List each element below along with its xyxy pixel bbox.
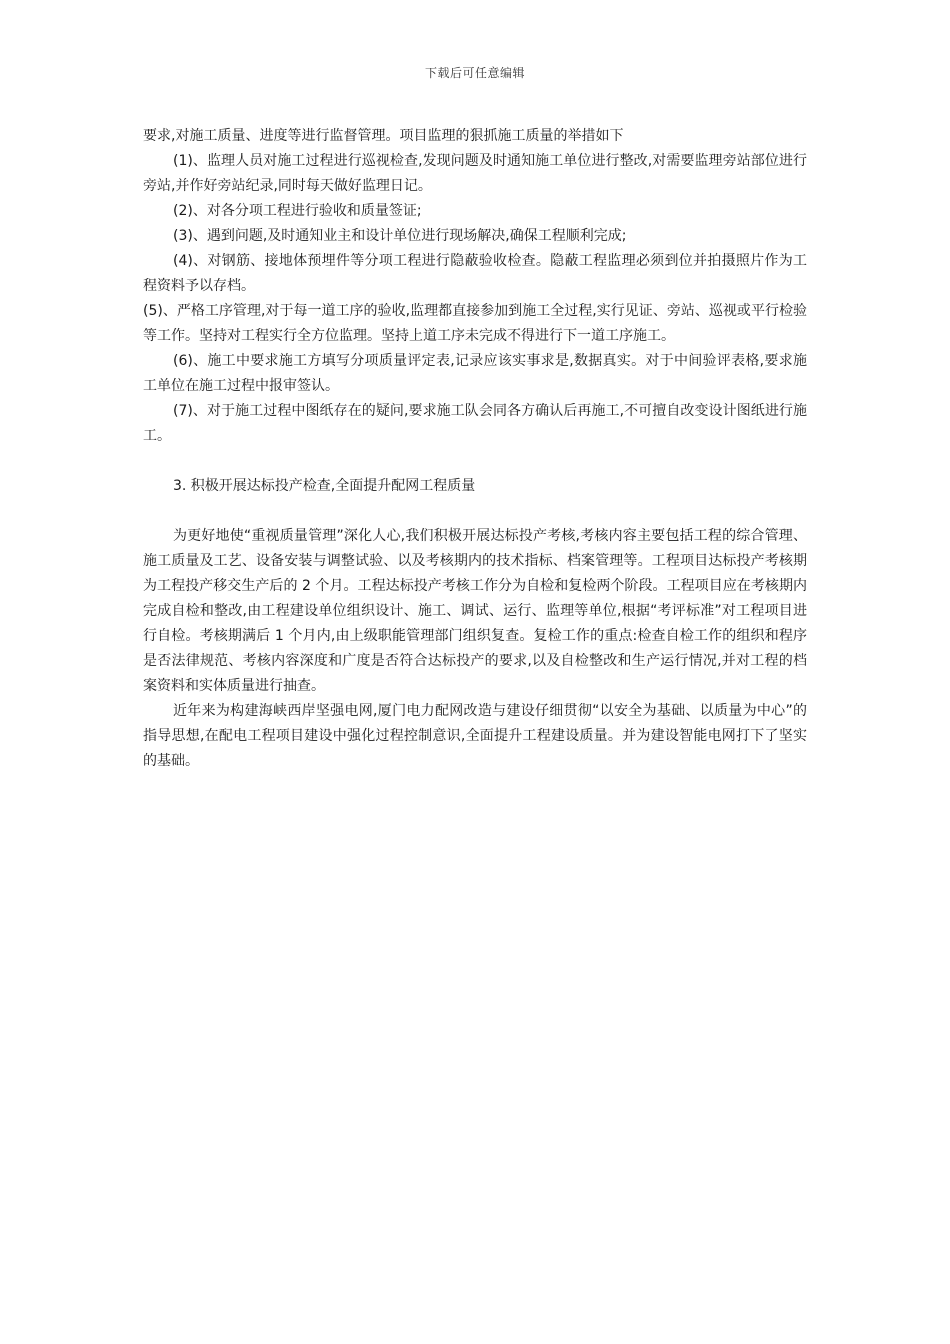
section-heading: 3. 积极开展达标投产检查,全面提升配网工程质量 bbox=[173, 478, 476, 494]
list-item: (2)、对各分项工程进行验收和质量签证; bbox=[173, 203, 422, 219]
list-item: (6)、施工中要求施工方填写分项质量评定表,记录应该实事求是,数据真实。对于中间验评表格,要求施工单位在施工过程中报审签认。 bbox=[143, 353, 807, 394]
list-item: (5)、严格工序管理,对于每一道工序的验收,监理都直接参加到施工全过程,实行见证、旁站、巡视或平行检验等工作。坚持对工程实行全方位监理。坚持上道工序未完成不得进行下一道工序施工。 bbox=[143, 303, 807, 344]
body-paragraph: 近年来为构建海峡西岸坚强电网,厦门电力配网改造与建设仔细贯彻“以安全为基础、以质量为中心”的指导思想,在配电工程项目建设中强化过程控制意识,全面提升工程建设质量。并为建设智能电网打下了坚实的基础。 bbox=[143, 703, 807, 769]
list-item: (3)、遇到问题,及时通知业主和设计单位进行现场解决,确保工程顺利完成; bbox=[173, 228, 627, 244]
list-item: (1)、监理人员对施工过程进行巡视检查,发现问题及时通知施工单位进行整改,对需要监理旁站部位进行旁站,并作好旁站纪录,同时每天做好监理日记。 bbox=[143, 153, 807, 194]
intro-paragraph: 要求,对施工质量、进度等进行监督管理。项目监理的狠抓施工质量的举措如下 bbox=[143, 128, 624, 144]
list-item: (4)、对钢筋、接地体预埋件等分项工程进行隐蔽验收检查。隐蔽工程监理必须到位并拍摄照片作为工程资料予以存档。 bbox=[143, 253, 807, 294]
document-body bbox=[143, 124, 807, 774]
body-paragraph: 为更好地使“重视质量管理”深化人心,我们积极开展达标投产考核,考核内容主要包括工程的综合管理、施工质量及工艺、设备安装与调整试验、以及考核期内的技术指标、档案管理等。工程项目达标投产考核期为工程投产移交生产后的 2 个月。工程达标投产考核工作分为自检和复检两个阶段。工程项目应在考核期内完成自检和整改,由工程建设单位组织设计、施工、调试、运行、监理等单位,根据“考评标准”对工程项目进行自检。考核期满后 1 个月内,由上级职能管理部门组织复查。复检工作的重点:检查自检工作的组织和程序是否法律规范、考核内容深度和广度是否符合达标投产的要求,以及自检整改和生产运行情况,并对工程的档案资料和实体质量进行抽查。 bbox=[143, 528, 807, 694]
list-item: (7)、对于施工过程中图纸存在的疑问,要求施工队会同各方确认后再施工,不可擅自改变设计图纸进行施工。 bbox=[143, 403, 807, 444]
header-note: 下载后可任意编辑 bbox=[424, 66, 525, 80]
